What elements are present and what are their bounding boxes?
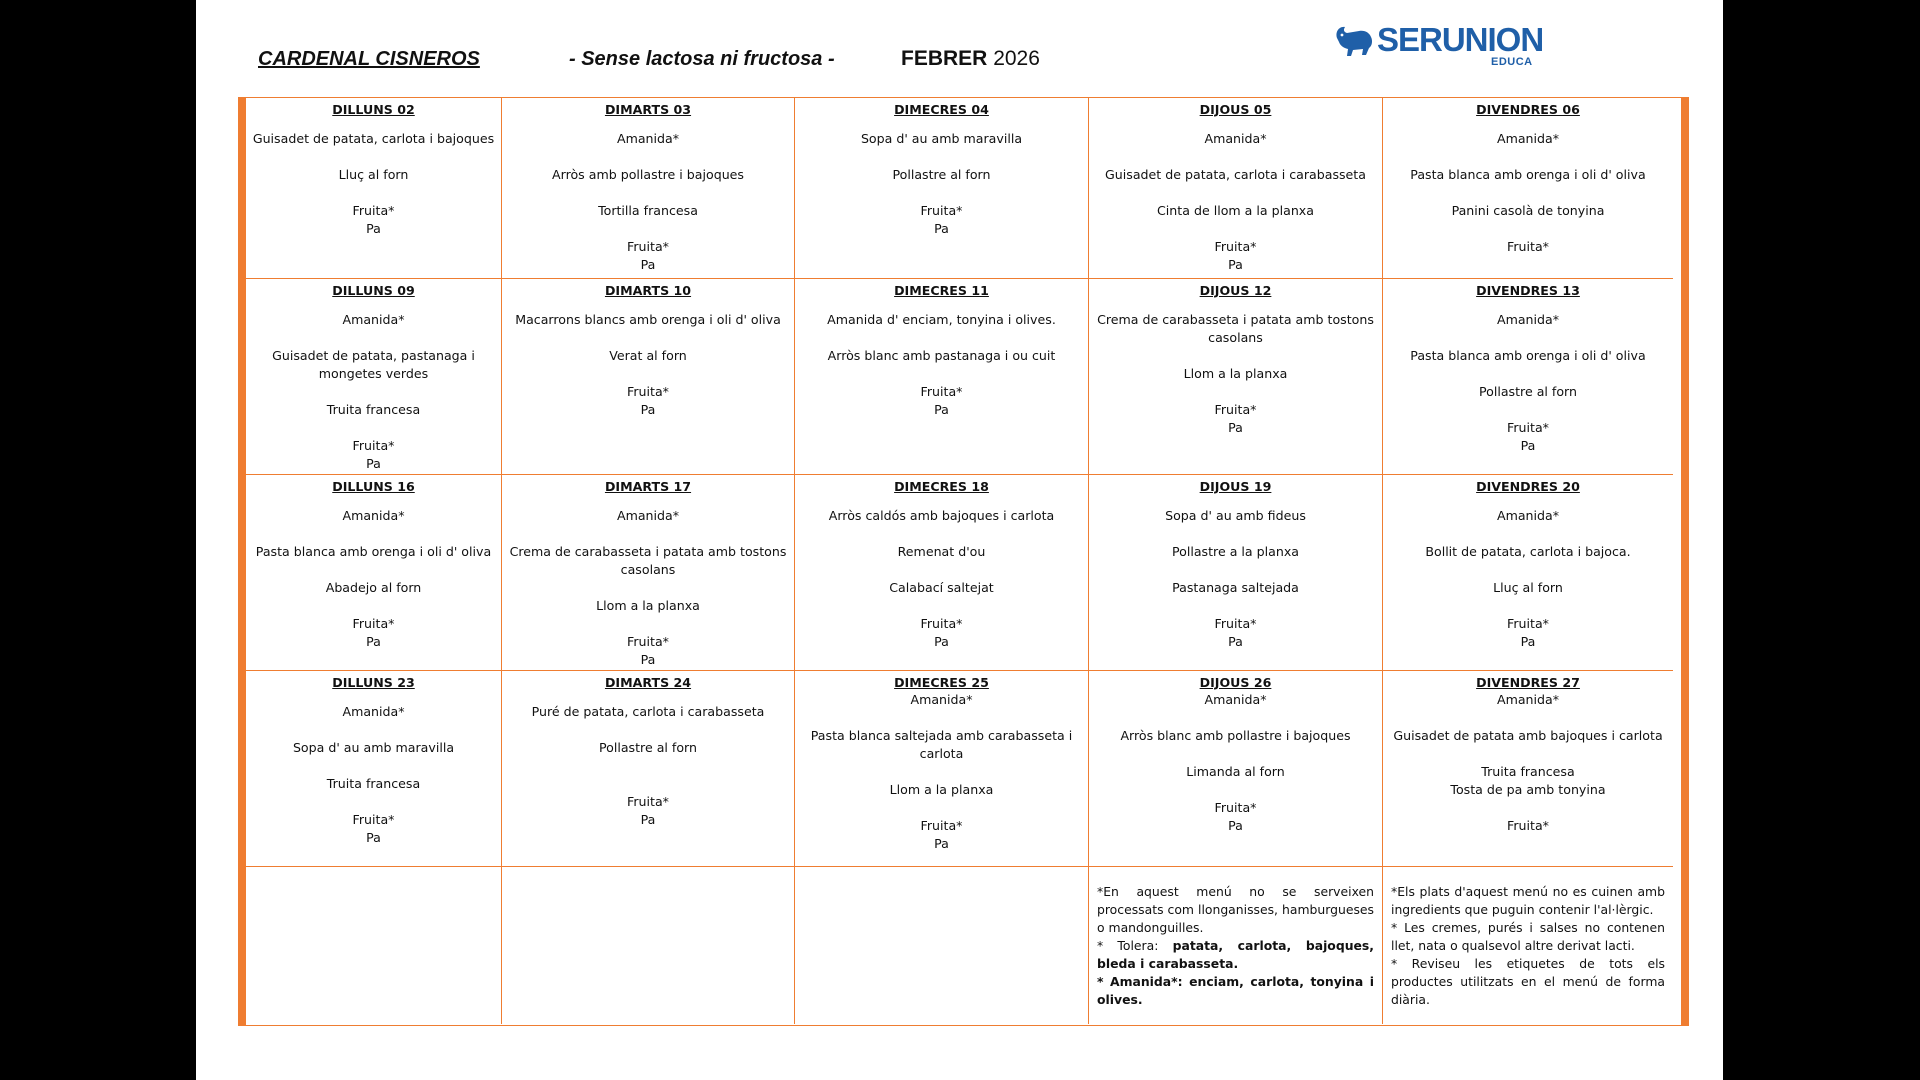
notes-right bbox=[1383, 867, 1673, 1024]
spacer bbox=[799, 525, 1084, 543]
dish-item: Pa bbox=[1520, 438, 1536, 453]
day-heading: DIMECRES 04 bbox=[894, 102, 989, 117]
dish-item: Fruita* bbox=[627, 384, 669, 399]
dish-item: Pa bbox=[1228, 420, 1243, 435]
dish-item: Macarrons blancs amb orenga i oli d' oliva bbox=[515, 312, 781, 327]
spacer bbox=[799, 329, 1084, 347]
dish-item: Cinta de llom a la planxa bbox=[1157, 203, 1314, 218]
spacer bbox=[506, 365, 790, 383]
dish-item: Pa bbox=[934, 634, 949, 649]
dish-item: Pa bbox=[934, 221, 949, 236]
note-bold: patata, carlota, bajoques, bleda i carabasseta. bbox=[1097, 938, 1375, 971]
day-cell bbox=[1383, 279, 1673, 475]
spacer bbox=[250, 148, 497, 166]
dish-item: Guisadet de patata, carlota i bajoques bbox=[252, 131, 495, 146]
spacer bbox=[1093, 781, 1378, 799]
dish-item: Tortilla francesa bbox=[598, 203, 698, 218]
dish-item: Pa bbox=[1228, 257, 1243, 272]
spacer bbox=[1093, 525, 1378, 543]
spacer bbox=[1093, 347, 1378, 365]
dish-item: Bollit de patata, carlota i bajoca. bbox=[1425, 544, 1631, 559]
dish-item: Pa bbox=[1520, 634, 1536, 649]
dish-item: Pasta blanca amb orenga i oli d' oliva bbox=[1410, 167, 1646, 182]
day-cell bbox=[246, 98, 502, 279]
dish-item: Pollastre al forn bbox=[598, 740, 697, 755]
note-line: *Els plats d'aquest menú no es cuinen amb ingredients que puguin contenir l'al·lèrgic. bbox=[1391, 884, 1665, 917]
dish-item: Guisadet de patata amb bajoques i carlota bbox=[1393, 728, 1663, 743]
spacer bbox=[1093, 184, 1378, 202]
dish-item: Amanida* bbox=[1496, 131, 1560, 146]
day-heading: DIMECRES 25 bbox=[894, 675, 989, 690]
dish-item: Pollastre al forn bbox=[1478, 384, 1577, 399]
dish-item: Fruita* bbox=[1214, 800, 1257, 815]
day-heading: DILLUNS 02 bbox=[332, 102, 415, 117]
dish-item: Pa bbox=[1228, 818, 1243, 833]
day-cell bbox=[1089, 98, 1383, 279]
dish-item: Crema de carabasseta i patata amb tostons casolans bbox=[509, 544, 787, 577]
spacer bbox=[1387, 365, 1669, 383]
note-prefix: * Tolera: bbox=[1097, 938, 1173, 953]
spacer bbox=[1387, 220, 1669, 238]
dish-item: Amanida d' enciam, tonyina i olives. bbox=[827, 312, 1056, 327]
dish-item: Fruita* bbox=[920, 384, 963, 399]
dish-item: Pa bbox=[366, 634, 381, 649]
day-cell bbox=[502, 475, 795, 671]
dish-item: Pasta blanca amb orenga i oli d' oliva bbox=[255, 544, 492, 559]
dish-item: Fruita* bbox=[1507, 420, 1549, 435]
spacer bbox=[1387, 745, 1669, 763]
dish-item: Amanida* bbox=[1496, 508, 1560, 523]
year: 2026 bbox=[993, 47, 1040, 70]
notes-left bbox=[1089, 867, 1383, 1024]
dish-item: Pastanaga saltejada bbox=[1172, 580, 1299, 595]
dish-item: Pa bbox=[1228, 634, 1243, 649]
serunion-logo bbox=[1333, 20, 1553, 70]
day-heading: DIMARTS 03 bbox=[604, 102, 692, 117]
dish-item: Pa bbox=[640, 402, 656, 417]
dish-item: Sopa d' au amb maravilla bbox=[292, 740, 455, 755]
day-heading: DIMARTS 10 bbox=[604, 283, 692, 298]
spacer bbox=[506, 775, 790, 793]
dish-item: Amanida* bbox=[342, 312, 405, 327]
dish-item: Puré de patata, carlota i carabasseta bbox=[531, 704, 765, 719]
dish-item: Amanida* bbox=[342, 508, 405, 523]
dish-item: Fruita* bbox=[352, 812, 395, 827]
dish-item: Fruita* bbox=[352, 616, 395, 631]
logo-sub: EDUCA bbox=[1491, 56, 1533, 68]
spacer bbox=[506, 579, 790, 597]
spacer bbox=[250, 757, 497, 775]
dish-item: Amanida* bbox=[910, 692, 973, 707]
day-heading: DIVENDRES 13 bbox=[1476, 283, 1580, 298]
spacer bbox=[1387, 709, 1669, 727]
day-cell bbox=[795, 671, 1089, 867]
menu-page bbox=[196, 0, 1723, 1080]
day-heading: DILLUNS 16 bbox=[332, 479, 415, 494]
dish-item: Arròs amb pollastre i bajoques bbox=[552, 167, 744, 182]
spacer bbox=[1387, 525, 1669, 543]
dish-item: Abadejo al forn bbox=[325, 580, 422, 595]
spacer bbox=[506, 184, 790, 202]
dish-item: Verat al forn bbox=[609, 348, 687, 363]
month-title bbox=[901, 47, 1040, 71]
spacer bbox=[799, 184, 1084, 202]
dish-item: Amanida* bbox=[1204, 131, 1267, 146]
spacer bbox=[250, 597, 497, 615]
diet-title: - Sense lactosa ni fructosa - bbox=[569, 48, 835, 70]
dish-item: Pa bbox=[366, 221, 381, 236]
spacer bbox=[250, 721, 497, 739]
day-heading: DIJOUS 19 bbox=[1199, 479, 1272, 494]
day-heading: DIMECRES 11 bbox=[894, 283, 989, 298]
spacer bbox=[1093, 597, 1378, 615]
spacer bbox=[506, 757, 790, 775]
dish-item: Lluç al forn bbox=[1493, 580, 1563, 595]
school-name: CARDENAL CISNEROS bbox=[258, 48, 480, 70]
dish-item: Truita francesa bbox=[1481, 764, 1575, 779]
spacer bbox=[1093, 561, 1378, 579]
day-heading: DIVENDRES 20 bbox=[1476, 479, 1580, 494]
dish-item: Pa bbox=[934, 836, 949, 851]
dish-item: Amanida* bbox=[1496, 692, 1560, 707]
spacer bbox=[799, 709, 1084, 727]
dish-item: Fruita* bbox=[1507, 239, 1549, 254]
empty-cell bbox=[246, 867, 502, 1024]
spacer bbox=[506, 615, 790, 633]
spacer bbox=[250, 329, 497, 347]
dish-item: Pa bbox=[366, 830, 381, 845]
dish-item: Pasta blanca saltejada amb carabasseta i carlota bbox=[810, 728, 1073, 761]
day-cell bbox=[1383, 671, 1673, 867]
day-heading: DIJOUS 12 bbox=[1199, 283, 1272, 298]
day-cell bbox=[502, 98, 795, 279]
spacer bbox=[250, 561, 497, 579]
dish-item: Amanida* bbox=[616, 131, 680, 146]
dish-item: Amanida* bbox=[342, 704, 405, 719]
dish-item: Remenat d'ou bbox=[897, 544, 986, 559]
day-heading: DIMARTS 17 bbox=[604, 479, 692, 494]
spacer bbox=[506, 220, 790, 238]
spacer bbox=[250, 525, 497, 543]
dish-item: Pa bbox=[934, 402, 949, 417]
dish-item: Fruita* bbox=[920, 203, 963, 218]
dish-item: Pa bbox=[640, 812, 656, 827]
spacer bbox=[250, 419, 497, 437]
dish-item: Fruita* bbox=[1214, 616, 1257, 631]
day-cell bbox=[1089, 475, 1383, 671]
dish-item: Fruita* bbox=[1214, 239, 1257, 254]
note-line: *En aquest menú no se serveixen processats com llonganisses, hamburgueses o mandonguilles. bbox=[1097, 884, 1374, 935]
spacer bbox=[799, 148, 1084, 166]
spacer bbox=[799, 763, 1084, 781]
spacer bbox=[1387, 148, 1669, 166]
dish-item: Sopa d' au amb maravilla bbox=[860, 131, 1023, 146]
spacer bbox=[250, 793, 497, 811]
day-cell bbox=[795, 98, 1089, 279]
day-cell bbox=[502, 671, 795, 867]
dish-item: Amanida* bbox=[1204, 692, 1267, 707]
spacer bbox=[1387, 329, 1669, 347]
dish-item: Fruita* bbox=[627, 794, 669, 809]
dish-item: Amanida* bbox=[616, 508, 680, 523]
dish-item: Fruita* bbox=[627, 239, 669, 254]
note-bold: * Amanida*: enciam, carlota, tonyina i olives. bbox=[1097, 974, 1374, 1007]
note-line bbox=[1097, 937, 1374, 973]
spacer bbox=[1093, 220, 1378, 238]
spacer bbox=[1093, 383, 1378, 401]
day-heading: DIMARTS 24 bbox=[604, 675, 692, 690]
dish-item: Tosta de pa amb tonyina bbox=[1450, 782, 1606, 797]
spacer bbox=[1093, 709, 1378, 727]
spacer bbox=[1093, 148, 1378, 166]
spacer bbox=[1387, 401, 1669, 419]
dish-item: Fruita* bbox=[920, 818, 963, 833]
day-cell bbox=[1089, 671, 1383, 867]
spacer bbox=[250, 184, 497, 202]
day-cell bbox=[1089, 279, 1383, 475]
spacer bbox=[506, 525, 790, 543]
dish-item: Crema de carabasseta i patata amb tostons casolans bbox=[1097, 312, 1374, 345]
dish-item: Truita francesa bbox=[326, 776, 421, 791]
empty-cell bbox=[795, 867, 1089, 1024]
dish-item: Llom a la planxa bbox=[889, 782, 994, 797]
dish-item: Fruita* bbox=[920, 616, 963, 631]
dish-item: Amanida* bbox=[1496, 312, 1560, 327]
spacer bbox=[1093, 745, 1378, 763]
day-cell bbox=[795, 279, 1089, 475]
day-heading: DIVENDRES 06 bbox=[1476, 102, 1580, 117]
note-line bbox=[1097, 973, 1374, 1009]
spacer bbox=[250, 383, 497, 401]
spacer bbox=[1387, 184, 1669, 202]
dish-item: Limanda al forn bbox=[1186, 764, 1285, 779]
dish-item: Arròs caldós amb bajoques i carlota bbox=[828, 508, 1055, 523]
spacer bbox=[799, 597, 1084, 615]
dish-item: Pa bbox=[366, 456, 381, 471]
dish-item: Llom a la planxa bbox=[596, 598, 700, 613]
dish-item: Arròs blanc amb pastanaga i ou cuit bbox=[827, 348, 1056, 363]
dish-item: Fruita* bbox=[352, 438, 395, 453]
dish-item: Pa bbox=[640, 652, 656, 667]
day-heading: DILLUNS 09 bbox=[332, 283, 415, 298]
dish-item: Guisadet de patata, pastanaga i mongetes verdes bbox=[272, 348, 475, 381]
dish-item: Fruita* bbox=[1507, 616, 1549, 631]
menu-grid bbox=[238, 97, 1689, 1026]
day-cell bbox=[246, 475, 502, 671]
spacer bbox=[1387, 597, 1669, 615]
dish-item: Lluç al forn bbox=[338, 167, 409, 182]
spacer bbox=[1387, 561, 1669, 579]
day-heading: DIJOUS 05 bbox=[1199, 102, 1272, 117]
dish-item: Panini casolà de tonyina bbox=[1451, 203, 1605, 218]
spacer bbox=[799, 561, 1084, 579]
dish-item: Pollastre al forn bbox=[892, 167, 991, 182]
spacer bbox=[799, 365, 1084, 383]
note-line: * Les cremes, purés i salses no contenen llet, nata o qualsevol altre derivat lacti. bbox=[1391, 920, 1665, 953]
dish-item: Fruita* bbox=[352, 203, 395, 218]
day-cell bbox=[502, 279, 795, 475]
dish-item: Pasta blanca amb orenga i oli d' oliva bbox=[1410, 348, 1646, 363]
dish-item: Fruita* bbox=[1214, 402, 1257, 417]
dish-item: Calabací saltejat bbox=[889, 580, 994, 595]
dish-item: Arròs blanc amb pollastre i bajoques bbox=[1120, 728, 1351, 743]
day-cell bbox=[1383, 475, 1673, 671]
spacer bbox=[506, 329, 790, 347]
dish-item: Pollastre a la planxa bbox=[1171, 544, 1300, 559]
month-name: FEBRER bbox=[901, 47, 988, 70]
logo-name: SERUNION bbox=[1377, 21, 1544, 58]
day-heading: DILLUNS 23 bbox=[332, 675, 415, 690]
empty-cell bbox=[502, 867, 795, 1024]
bull-icon bbox=[1333, 22, 1375, 58]
spacer bbox=[506, 148, 790, 166]
dish-item: Guisadet de patata, carlota i carabasseta bbox=[1105, 167, 1366, 182]
day-heading: DIJOUS 26 bbox=[1199, 675, 1272, 690]
dish-item: Fruita* bbox=[627, 634, 669, 649]
day-cell bbox=[246, 671, 502, 867]
spacer bbox=[506, 721, 790, 739]
dish-item: Fruita* bbox=[1507, 818, 1549, 833]
day-heading: DIMECRES 18 bbox=[894, 479, 989, 494]
day-cell bbox=[1383, 98, 1673, 279]
spacer bbox=[1387, 799, 1669, 817]
day-heading: DIVENDRES 27 bbox=[1476, 675, 1580, 690]
day-cell bbox=[246, 279, 502, 475]
dish-item: Pa bbox=[640, 257, 656, 272]
dish-item: Sopa d' au amb fideus bbox=[1165, 508, 1306, 523]
note-line: * Reviseu les etiquetes de tots els productes utilitzats en el menú de forma diària. bbox=[1391, 956, 1665, 1007]
day-cell bbox=[795, 475, 1089, 671]
spacer bbox=[799, 799, 1084, 817]
dish-item: Llom a la planxa bbox=[1183, 366, 1288, 381]
dish-item: Truita francesa bbox=[326, 402, 421, 417]
